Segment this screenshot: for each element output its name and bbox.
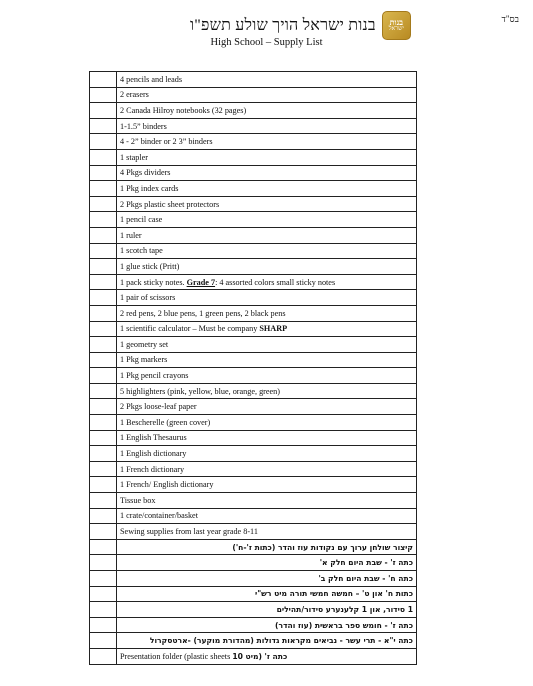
supply-item: 2 red pens, 2 blue pens, 1 green pens, 2 black pens — [117, 305, 417, 321]
supply-item: 1 stapler — [117, 149, 417, 165]
supply-item: 1-1.5” binders — [117, 118, 417, 134]
supply-item: 1 Bescherelle (green cover) — [117, 415, 417, 431]
supply-item: 1 geometry set — [117, 337, 417, 353]
item-grade: Grade 7 — [186, 277, 216, 287]
row-blank-cell — [90, 103, 117, 119]
row-blank-cell — [90, 493, 117, 509]
table-row — [90, 87, 417, 103]
page-subtitle: High School – Supply List — [210, 37, 323, 48]
row-blank-cell — [90, 165, 117, 181]
table-row — [90, 149, 417, 165]
school-header — [190, 11, 411, 40]
table-row — [90, 165, 417, 181]
table-row — [90, 508, 417, 524]
table-row — [90, 461, 417, 477]
table-row — [90, 477, 417, 493]
supply-item: 1 סידור, און 1 קלענערע סידור/תהילים — [117, 602, 417, 618]
table-row — [90, 290, 417, 306]
row-blank-cell — [90, 118, 117, 134]
row-blank-cell — [90, 212, 117, 228]
row-blank-cell — [90, 305, 117, 321]
supply-item: 4 - 2” binder or 2 3” binders — [117, 134, 417, 150]
row-blank-cell — [90, 337, 117, 353]
row-blank-cell — [90, 571, 117, 587]
supply-item: 1 English Thesaurus — [117, 430, 417, 446]
supply-item: כתה ח' - שבת היום חלק ב' — [117, 571, 417, 587]
supply-item: 4 Pkgs dividers — [117, 165, 417, 181]
table-row — [90, 539, 417, 555]
supply-item: 2 Canada Hilroy notebooks (32 pages) — [117, 103, 417, 119]
table-row — [90, 103, 417, 119]
item-text: 1 pack sticky notes. — [120, 277, 187, 287]
row-blank-cell — [90, 461, 117, 477]
table-row — [90, 72, 417, 88]
row-blank-cell — [90, 477, 117, 493]
table-row — [90, 648, 417, 664]
supply-item — [117, 321, 417, 337]
table-row — [90, 227, 417, 243]
row-blank-cell — [90, 602, 117, 618]
supply-item: 1 pair of scissors — [117, 290, 417, 306]
table-row — [90, 321, 417, 337]
row-blank-cell — [90, 321, 117, 337]
table-row — [90, 555, 417, 571]
table-row — [90, 602, 417, 618]
school-title: בנות ישראל הויך שולע תשפ"ו — [190, 16, 376, 34]
supply-item: 1 Pkg pencil crayons — [117, 368, 417, 384]
supply-item: 1 pencil case — [117, 212, 417, 228]
row-blank-cell — [90, 134, 117, 150]
row-blank-cell — [90, 274, 117, 290]
row-blank-cell — [90, 352, 117, 368]
table-row — [90, 415, 417, 431]
table-row — [90, 586, 417, 602]
row-blank-cell — [90, 539, 117, 555]
row-blank-cell — [90, 555, 117, 571]
row-blank-cell — [90, 446, 117, 462]
supply-item: 1 scotch tape — [117, 243, 417, 259]
supply-item: כתה י"א - תרי עשר - נביאים מקראות גדולות (מהדורת מוקער) -ארטסקרול — [117, 633, 417, 649]
school-logo — [382, 11, 411, 40]
supply-item: 1 ruler — [117, 227, 417, 243]
table-row — [90, 430, 417, 446]
supply-list-table — [89, 71, 417, 665]
table-row — [90, 633, 417, 649]
supply-item: Tissue box — [117, 493, 417, 509]
table-row — [90, 118, 417, 134]
table-row — [90, 524, 417, 540]
row-blank-cell — [90, 617, 117, 633]
row-blank-cell — [90, 181, 117, 197]
row-blank-cell — [90, 648, 117, 664]
supply-item: 2 erasers — [117, 87, 417, 103]
row-blank-cell — [90, 383, 117, 399]
supply-item: כתות ח' און ט' – חמשה חמשי תורה מיט רש"י — [117, 586, 417, 602]
logo-text-bottom: ישראל — [388, 25, 404, 32]
bsd-header: בס"ד — [501, 14, 519, 24]
row-blank-cell — [90, 149, 117, 165]
table-row — [90, 259, 417, 275]
supply-item: 2 Pkgs plastic sheet protectors — [117, 196, 417, 212]
supply-item: כתה ז' - שבת היום חלק א' — [117, 555, 417, 571]
row-blank-cell — [90, 430, 117, 446]
table-row — [90, 212, 417, 228]
row-blank-cell — [90, 227, 117, 243]
table-row — [90, 337, 417, 353]
supply-item: 4 pencils and leads — [117, 72, 417, 88]
table-row — [90, 243, 417, 259]
supply-item: 1 Pkg markers — [117, 352, 417, 368]
supply-item: 1 Pkg index cards — [117, 181, 417, 197]
table-row — [90, 274, 417, 290]
supply-item: 5 highlighters (pink, yellow, blue, orange, green) — [117, 383, 417, 399]
supply-item: 1 crate/container/basket — [117, 508, 417, 524]
table-row — [90, 399, 417, 415]
supply-item — [117, 648, 417, 664]
row-blank-cell — [90, 243, 117, 259]
table-row — [90, 305, 417, 321]
row-blank-cell — [90, 368, 117, 384]
row-blank-cell — [90, 87, 117, 103]
row-blank-cell — [90, 290, 117, 306]
logo-text-top: בנות — [389, 17, 404, 27]
item-brand: SHARP — [259, 324, 288, 334]
item-hebrew-note: כתה ז' (מיט 10 — [232, 651, 288, 661]
table-row — [90, 368, 417, 384]
row-blank-cell — [90, 399, 117, 415]
item-text: Presentation folder (plastic sheets — [120, 651, 233, 661]
table-row — [90, 196, 417, 212]
table-row — [90, 383, 417, 399]
item-text: 1 scientific calculator – Must be company — [120, 324, 260, 334]
supply-item: 1 French/ English dictionary — [117, 477, 417, 493]
row-blank-cell — [90, 508, 117, 524]
supply-item: 1 English dictionary — [117, 446, 417, 462]
row-blank-cell — [90, 196, 117, 212]
supply-item: כתה ז' - חומש ספר בראשית (עוז והדר) — [117, 617, 417, 633]
row-blank-cell — [90, 524, 117, 540]
row-blank-cell — [90, 633, 117, 649]
row-blank-cell — [90, 415, 117, 431]
row-blank-cell — [90, 72, 117, 88]
table-row — [90, 571, 417, 587]
supply-item: Sewing supplies from last year grade 8-11 — [117, 524, 417, 540]
row-blank-cell — [90, 586, 117, 602]
table-row — [90, 617, 417, 633]
supply-item — [117, 274, 417, 290]
table-row — [90, 493, 417, 509]
table-row — [90, 134, 417, 150]
row-blank-cell — [90, 259, 117, 275]
supply-item: 1 glue stick (Pritt) — [117, 259, 417, 275]
supply-item: 2 Pkgs loose-leaf paper — [117, 399, 417, 415]
table-row — [90, 352, 417, 368]
supply-item: 1 French dictionary — [117, 461, 417, 477]
table-row — [90, 181, 417, 197]
item-text-post: : 4 assorted colors small sticky notes — [215, 277, 336, 287]
table-row — [90, 446, 417, 462]
supply-item: קיצור שולחן ערוך עם נקודות עוז והדר (כתות ז'-ח') — [117, 539, 417, 555]
